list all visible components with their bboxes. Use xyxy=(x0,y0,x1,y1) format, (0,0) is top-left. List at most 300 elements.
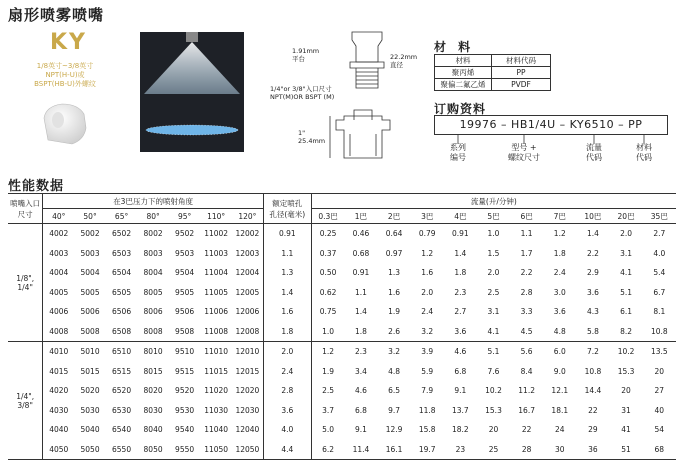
subtitle-line-1: 1/8英寸~3/8英寸 xyxy=(36,62,94,70)
flow-code-cell: 9502 xyxy=(175,229,195,239)
orifice-header xyxy=(263,194,311,224)
flow-value-cell: 1.9 xyxy=(388,307,401,317)
spray-angle-col: 80° xyxy=(137,209,169,224)
flow-value-cell: 1.1 xyxy=(354,287,367,297)
flow-value-cell: 1.9 xyxy=(322,366,334,376)
inlet-size-header: 喷嘴入口尺寸 xyxy=(8,194,43,224)
flow-value-cell: 23 xyxy=(444,440,477,460)
flow-code-cell: 11008 xyxy=(200,322,232,342)
flow-value-cell: 30 xyxy=(543,440,576,460)
flow-value-cell: 2.3 xyxy=(454,287,467,297)
flow-value-cell: 3.3 xyxy=(520,307,533,317)
flow-code-cell: 8006 xyxy=(143,307,163,317)
flow-code-cell: 8004 xyxy=(143,268,163,278)
flow-code-cell: 8005 xyxy=(143,287,163,297)
orifice-cell: 0.91 xyxy=(263,224,311,244)
flow-code-cell: 12003 xyxy=(235,248,260,258)
flow-value-cell: 10.8 xyxy=(584,366,602,376)
flow-value-cell: 16.1 xyxy=(378,440,411,460)
flow-value-cell: 0.79 xyxy=(418,229,436,239)
flow-code-cell: 12020 xyxy=(235,386,260,396)
flow-value-cell: 2.2 xyxy=(586,248,599,258)
flow-value-cell: 0.37 xyxy=(319,248,337,258)
flow-code-cell: 5004 xyxy=(80,268,100,278)
flow-value-cell: 28 xyxy=(510,440,543,460)
dim-thread-label xyxy=(270,86,334,101)
flow-value-cell: 4.5 xyxy=(510,322,543,342)
inlet-size-line: 1/4" xyxy=(17,282,33,292)
spray-angle-col: 50° xyxy=(74,209,106,224)
order-label-flow xyxy=(574,143,614,163)
flow-code-cell: 4030 xyxy=(49,405,69,415)
flow-value-cell: 7.9 xyxy=(421,386,434,396)
flow-value-cell: 3.4 xyxy=(354,366,367,376)
order-label-line-1: 流量 xyxy=(586,143,602,152)
flow-code-cell: 8008 xyxy=(137,322,169,342)
flow-code-cell: 11003 xyxy=(204,248,229,258)
spray-angle-header: 在3巴压力下的喷射角度 xyxy=(43,194,264,209)
spray-angle-col: 65° xyxy=(106,209,138,224)
flow-value-cell: 2.3 xyxy=(354,347,367,357)
flow-value-cell: 22 xyxy=(521,425,532,435)
flow-code-cell: 8015 xyxy=(143,366,163,376)
orifice-cell: 2.0 xyxy=(263,342,311,362)
order-info-title: 订购资料 xyxy=(434,102,487,116)
flow-code-cell: 6502 xyxy=(112,229,132,239)
flow-code-cell: 5030 xyxy=(80,405,100,415)
flow-value-cell: 6.7 xyxy=(653,287,666,297)
table-row xyxy=(8,283,676,303)
inlet-size-line: 3/8" xyxy=(17,400,33,410)
dim-diameter-value: 22.2mm xyxy=(390,53,418,61)
table-row xyxy=(8,401,676,421)
flow-code-cell: 9530 xyxy=(175,405,195,415)
flow-code-cell: 8040 xyxy=(143,425,163,435)
flow-value-cell: 36 xyxy=(576,440,609,460)
flow-code-cell: 9510 xyxy=(175,347,195,357)
flow-value-cell: 3.9 xyxy=(421,347,434,357)
flow-value-cell: 2.7 xyxy=(653,229,666,239)
flow-code-cell: 4004 xyxy=(49,268,69,278)
flow-value-cell: 1.7 xyxy=(520,248,533,258)
flow-code-cell: 4003 xyxy=(49,248,69,258)
flow-value-cell: 1.4 xyxy=(586,229,599,239)
inlet-size-cell xyxy=(8,342,43,460)
flow-value-cell: 15.8 xyxy=(418,425,436,435)
flow-value-cell: 4.8 xyxy=(543,322,576,342)
flow-code-cell: 5040 xyxy=(80,425,100,435)
flow-value-cell: 9.0 xyxy=(553,366,566,376)
flow-code-cell: 12005 xyxy=(235,287,260,297)
flow-code-cell: 9515 xyxy=(175,366,195,376)
table-row xyxy=(8,244,676,264)
flow-code-cell: 9540 xyxy=(175,425,195,435)
flow-value-cell: 3.2 xyxy=(388,347,401,357)
flow-value-cell: 1.5 xyxy=(487,248,500,258)
flow-code-cell: 6540 xyxy=(112,425,132,435)
orifice-cell: 1.1 xyxy=(263,244,311,264)
flow-value-cell: 0.75 xyxy=(319,307,337,317)
flow-value-cell: 2.7 xyxy=(454,307,467,317)
flow-value-cell: 6.0 xyxy=(553,347,566,357)
orifice-cell: 4.0 xyxy=(263,420,311,440)
flow-value-cell: 0.68 xyxy=(352,248,370,258)
flow-value-cell: 3.0 xyxy=(553,287,566,297)
order-label-line-2: 代码 xyxy=(586,153,602,162)
flow-value-cell: 2.0 xyxy=(421,287,434,297)
flow-code-cell: 5015 xyxy=(80,366,100,376)
model-subtitle xyxy=(10,62,120,89)
pressure-col: 1巴 xyxy=(344,209,377,224)
flow-value-cell: 1.3 xyxy=(388,268,401,278)
flow-code-cell: 11010 xyxy=(204,347,229,357)
flow-value-cell: 41 xyxy=(621,425,631,435)
spray-angle-col: 95° xyxy=(169,209,201,224)
flow-value-cell: 3.2 xyxy=(411,322,444,342)
flow-code-cell: 6515 xyxy=(112,366,132,376)
flow-value-cell: 5.0 xyxy=(322,425,334,435)
flow-value-cell: 13.7 xyxy=(452,405,469,415)
pressure-col: 0.3巴 xyxy=(311,209,344,224)
table-row xyxy=(435,67,551,79)
flow-code-cell: 11015 xyxy=(204,366,229,376)
flow-code-cell: 11004 xyxy=(204,268,229,278)
order-label-series xyxy=(436,143,480,163)
order-label-model xyxy=(498,143,550,163)
flow-code-cell: 4010 xyxy=(49,347,69,357)
orifice-cell: 1.6 xyxy=(263,302,311,322)
flow-code-cell: 12030 xyxy=(235,405,260,415)
flow-value-cell: 18.2 xyxy=(452,425,469,435)
material-code: PP xyxy=(492,67,551,79)
flow-code-cell: 8050 xyxy=(137,440,169,460)
flow-value-cell: 12.9 xyxy=(385,425,403,435)
flow-code-cell: 6505 xyxy=(112,287,132,297)
performance-table xyxy=(8,193,676,460)
subtitle-line-2: NPT(H-U)或 xyxy=(45,71,85,79)
orifice-cell: 4.4 xyxy=(263,440,311,460)
flow-value-cell: 9.7 xyxy=(388,405,401,415)
flow-value-cell: 1.2 xyxy=(421,248,434,258)
order-label-material xyxy=(624,143,664,163)
flow-code-cell: 5020 xyxy=(80,386,100,396)
flow-code-cell: 8002 xyxy=(143,229,163,239)
nozzle-product-image xyxy=(38,100,92,148)
flow-code-cell: 9504 xyxy=(175,268,195,278)
materials-header-material: 材料 xyxy=(435,55,492,67)
flow-value-cell: 0.46 xyxy=(352,229,370,239)
spray-pattern-photo xyxy=(140,32,244,152)
flow-value-cell: 0.97 xyxy=(385,248,403,258)
flow-value-cell: 4.1 xyxy=(477,322,510,342)
table-header-row xyxy=(8,194,676,209)
flow-value-cell: 27 xyxy=(654,386,665,396)
flow-code-cell: 12040 xyxy=(235,425,260,435)
dim-flat-label xyxy=(292,48,319,63)
pressure-col: 35巴 xyxy=(643,209,676,224)
pressure-col: 20巴 xyxy=(609,209,642,224)
dim-flat-sub: 平台 xyxy=(292,54,305,63)
flow-code-cell: 9508 xyxy=(169,322,201,342)
flow-value-cell: 15.3 xyxy=(485,405,502,415)
table-row xyxy=(8,302,676,322)
flow-value-cell: 68 xyxy=(643,440,676,460)
flow-value-cell: 1.2 xyxy=(322,347,334,357)
flow-value-cell: 0.64 xyxy=(385,229,403,239)
flow-code-cell: 11005 xyxy=(204,287,229,297)
flow-value-cell: 4.1 xyxy=(620,268,633,278)
flow-value-cell: 3.6 xyxy=(553,307,566,317)
flow-value-cell: 25 xyxy=(477,440,510,460)
flow-code-cell: 12002 xyxy=(235,229,260,239)
flow-code-cell: 11040 xyxy=(204,425,229,435)
flow-value-cell: 2.5 xyxy=(487,287,500,297)
flow-value-cell: 5.9 xyxy=(421,366,434,376)
order-label-line-2: 编号 xyxy=(450,153,466,162)
order-label-line-1: 系列 xyxy=(450,143,466,152)
pressure-col: 6巴 xyxy=(510,209,543,224)
flow-code-cell: 6520 xyxy=(112,386,132,396)
flow-value-cell: 5.8 xyxy=(576,322,609,342)
flow-code-cell: 8030 xyxy=(143,405,163,415)
table-subheader-row xyxy=(8,209,676,224)
inlet-size-cell xyxy=(8,224,43,342)
materials-header-code: 材料代码 xyxy=(492,55,551,67)
spray-angle-col: 40° xyxy=(43,209,75,224)
flow-value-cell: 2.8 xyxy=(520,287,533,297)
pressure-col: 3巴 xyxy=(411,209,444,224)
inlet-size-line: 1/8", xyxy=(16,273,35,283)
flow-code-cell: 8003 xyxy=(143,248,163,258)
flow-value-cell: 8.1 xyxy=(653,307,666,317)
flow-value-cell: 11.4 xyxy=(344,440,377,460)
flow-value-cell: 0.62 xyxy=(319,287,337,297)
subtitle-line-3: BSPT(HB-U)外螺纹 xyxy=(34,80,96,88)
flow-value-cell: 1.8 xyxy=(454,268,467,278)
flow-code-cell: 5003 xyxy=(80,248,100,258)
material-name: 聚偏二氟乙烯 xyxy=(435,79,492,91)
inlet-size-line: 1/4", xyxy=(16,391,35,401)
flow-code-cell: 12004 xyxy=(235,268,260,278)
flow-code-cell: 6506 xyxy=(112,307,132,317)
pressure-col: 5巴 xyxy=(477,209,510,224)
flow-value-cell: 6.1 xyxy=(620,307,633,317)
flow-value-cell: 40 xyxy=(654,405,665,415)
flow-code-cell: 11020 xyxy=(204,386,229,396)
spray-angle-col: 110° xyxy=(200,209,232,224)
flow-value-cell: 8.2 xyxy=(609,322,642,342)
flow-value-cell: 1.8 xyxy=(344,322,377,342)
flow-code-cell: 4040 xyxy=(49,425,69,435)
order-label-line-1: 材料 xyxy=(636,143,652,152)
order-code-box: 19976 – HB1/4U – KY6510 – PP xyxy=(434,115,668,135)
table-row xyxy=(8,440,676,460)
flow-value-cell: 7.2 xyxy=(586,347,599,357)
flow-code-cell: 4008 xyxy=(43,322,75,342)
dim-height-label xyxy=(298,130,325,145)
orifice-header-line-1: 额定喷孔 xyxy=(272,198,303,208)
flow-value-cell: 51 xyxy=(609,440,642,460)
flow-code-cell: 4005 xyxy=(49,287,69,297)
materials-title: 材 料 xyxy=(434,40,475,54)
flow-code-cell: 12008 xyxy=(232,322,264,342)
flow-value-cell: 2.6 xyxy=(378,322,411,342)
flow-value-cell: 24 xyxy=(555,425,565,435)
flow-value-cell: 8.4 xyxy=(520,366,533,376)
dim-thread-line-1: 1/4"or 3/8"入口尺寸 xyxy=(270,85,332,93)
flow-code-cell: 6508 xyxy=(106,322,138,342)
flow-value-cell: 1.4 xyxy=(354,307,367,317)
flow-code-cell: 4002 xyxy=(49,229,69,239)
flow-code-cell: 12050 xyxy=(232,440,264,460)
flow-value-cell: 10.2 xyxy=(485,386,502,396)
pressure-col: 2巴 xyxy=(378,209,411,224)
flow-code-cell: 9550 xyxy=(169,440,201,460)
flow-code-cell: 11030 xyxy=(204,405,229,415)
spray-angle-col: 120° xyxy=(232,209,264,224)
flow-value-cell: 3.6 xyxy=(444,322,477,342)
flow-value-cell: 11.8 xyxy=(418,405,436,415)
table-row xyxy=(435,79,551,91)
orifice-cell: 2.4 xyxy=(263,362,311,382)
table-row xyxy=(435,55,551,67)
table-row xyxy=(8,362,676,382)
dim-flat-value: 1.91mm xyxy=(292,47,320,55)
orifice-header-line-2: 孔径(毫米) xyxy=(269,209,306,219)
flow-code-cell: 6550 xyxy=(106,440,138,460)
flow-value-cell: 11.2 xyxy=(518,386,535,396)
orifice-cell: 1.3 xyxy=(263,263,311,283)
flow-value-cell: 5.6 xyxy=(520,347,533,357)
flow-value-cell: 1.1 xyxy=(520,229,533,239)
flow-code-cell: 5006 xyxy=(80,307,100,317)
flow-value-cell: 1.4 xyxy=(454,248,467,258)
flow-value-cell: 7.6 xyxy=(487,366,500,376)
flow-code-cell: 12015 xyxy=(235,366,260,376)
flow-value-cell: 4.6 xyxy=(354,386,367,396)
flow-code-cell: 6503 xyxy=(112,248,132,258)
flow-value-cell: 9.1 xyxy=(454,386,467,396)
dim-thread-line-2: NPT(M)OR BSPT (M) xyxy=(270,92,335,101)
flow-code-cell: 8010 xyxy=(143,347,163,357)
flow-value-cell: 0.91 xyxy=(352,268,370,278)
flow-code-cell: 6530 xyxy=(112,405,132,415)
flow-value-cell: 1.2 xyxy=(553,229,566,239)
flow-value-cell: 2.9 xyxy=(586,268,599,278)
flow-value-cell: 10.8 xyxy=(643,322,676,342)
flow-value-cell: 20 xyxy=(654,366,665,376)
flow-rate-header: 流量(升/分钟) xyxy=(311,194,676,209)
dim-diameter-label xyxy=(390,54,417,69)
table-row xyxy=(8,381,676,401)
flow-value-cell: 4.0 xyxy=(653,248,666,258)
flow-value-cell: 0.91 xyxy=(452,229,469,239)
flow-code-cell: 5008 xyxy=(74,322,106,342)
flow-code-cell: 5002 xyxy=(80,229,100,239)
flow-code-cell: 9506 xyxy=(175,307,195,317)
flow-code-cell: 4050 xyxy=(43,440,75,460)
flow-value-cell: 2.4 xyxy=(421,307,434,317)
flow-code-cell: 9520 xyxy=(175,386,195,396)
flow-value-cell: 3.1 xyxy=(487,307,500,317)
flow-value-cell: 2.5 xyxy=(322,386,334,396)
orifice-cell: 1.4 xyxy=(263,283,311,303)
orifice-cell: 3.6 xyxy=(263,401,311,421)
flow-value-cell: 3.6 xyxy=(586,287,599,297)
dim-height-mm: 25.4mm xyxy=(298,136,326,145)
flow-value-cell: 29 xyxy=(588,425,598,435)
flow-code-cell: 4006 xyxy=(49,307,69,317)
flow-value-cell: 18.1 xyxy=(551,405,569,415)
flow-value-cell: 0.50 xyxy=(319,268,337,278)
flow-value-cell: 54 xyxy=(654,425,665,435)
flow-value-cell: 1.6 xyxy=(421,268,434,278)
table-row xyxy=(8,322,676,342)
order-label-line-2: 代码 xyxy=(636,153,652,162)
flow-code-cell: 5050 xyxy=(74,440,106,460)
flow-value-cell: 12.1 xyxy=(551,386,569,396)
table-row xyxy=(8,224,676,244)
flow-code-cell: 11006 xyxy=(204,307,229,317)
flow-code-cell: 11002 xyxy=(204,229,229,239)
flow-code-cell: 5010 xyxy=(80,347,100,357)
flow-value-cell: 2.4 xyxy=(553,268,566,278)
flow-value-cell: 1.0 xyxy=(311,322,344,342)
flow-value-cell: 31 xyxy=(621,405,631,415)
flow-value-cell: 4.6 xyxy=(454,347,467,357)
flow-value-cell: 19.7 xyxy=(411,440,444,460)
flow-code-cell: 8020 xyxy=(143,386,163,396)
flow-value-cell: 4.3 xyxy=(586,307,599,317)
model-name: KY xyxy=(50,30,87,55)
flow-value-cell: 20 xyxy=(621,386,631,396)
material-code: PVDF xyxy=(492,79,551,91)
materials-table xyxy=(434,54,551,91)
flow-value-cell: 4.8 xyxy=(388,366,401,376)
material-name: 聚丙烯 xyxy=(435,67,492,79)
flow-value-cell: 1.0 xyxy=(487,229,500,239)
flow-code-cell: 4015 xyxy=(49,366,69,376)
flow-value-cell: 5.4 xyxy=(653,268,666,278)
flow-value-cell: 13.5 xyxy=(650,347,668,357)
performance-title: 性能数据 xyxy=(8,179,65,194)
flow-value-cell: 2.0 xyxy=(620,229,633,239)
flow-value-cell: 6.8 xyxy=(454,366,467,376)
flow-code-cell: 4020 xyxy=(49,386,69,396)
flow-value-cell: 1.6 xyxy=(388,287,401,297)
orifice-cell: 1.8 xyxy=(263,322,311,342)
flow-code-cell: 11050 xyxy=(200,440,232,460)
flow-value-cell: 22 xyxy=(588,405,598,415)
flow-value-cell: 15.3 xyxy=(617,366,635,376)
flow-value-cell: 3.7 xyxy=(322,405,334,415)
flow-value-cell: 6.8 xyxy=(354,405,367,415)
flow-value-cell: 2.0 xyxy=(487,268,500,278)
flow-value-cell: 5.1 xyxy=(487,347,500,357)
pressure-col: 4巴 xyxy=(444,209,477,224)
flow-value-cell: 6.2 xyxy=(311,440,344,460)
flow-value-cell: 16.7 xyxy=(518,405,535,415)
dim-diameter-sub: 直径 xyxy=(390,60,403,69)
flow-code-cell: 9503 xyxy=(175,248,195,258)
flow-code-cell: 12006 xyxy=(235,307,260,317)
flow-value-cell: 10.2 xyxy=(617,347,635,357)
page-title: 扇形喷雾喷嘴 xyxy=(8,6,105,24)
flow-value-cell: 3.1 xyxy=(620,248,633,258)
flow-code-cell: 12010 xyxy=(235,347,260,357)
orifice-cell: 2.8 xyxy=(263,381,311,401)
order-label-line-1: 型号 + xyxy=(511,143,537,152)
